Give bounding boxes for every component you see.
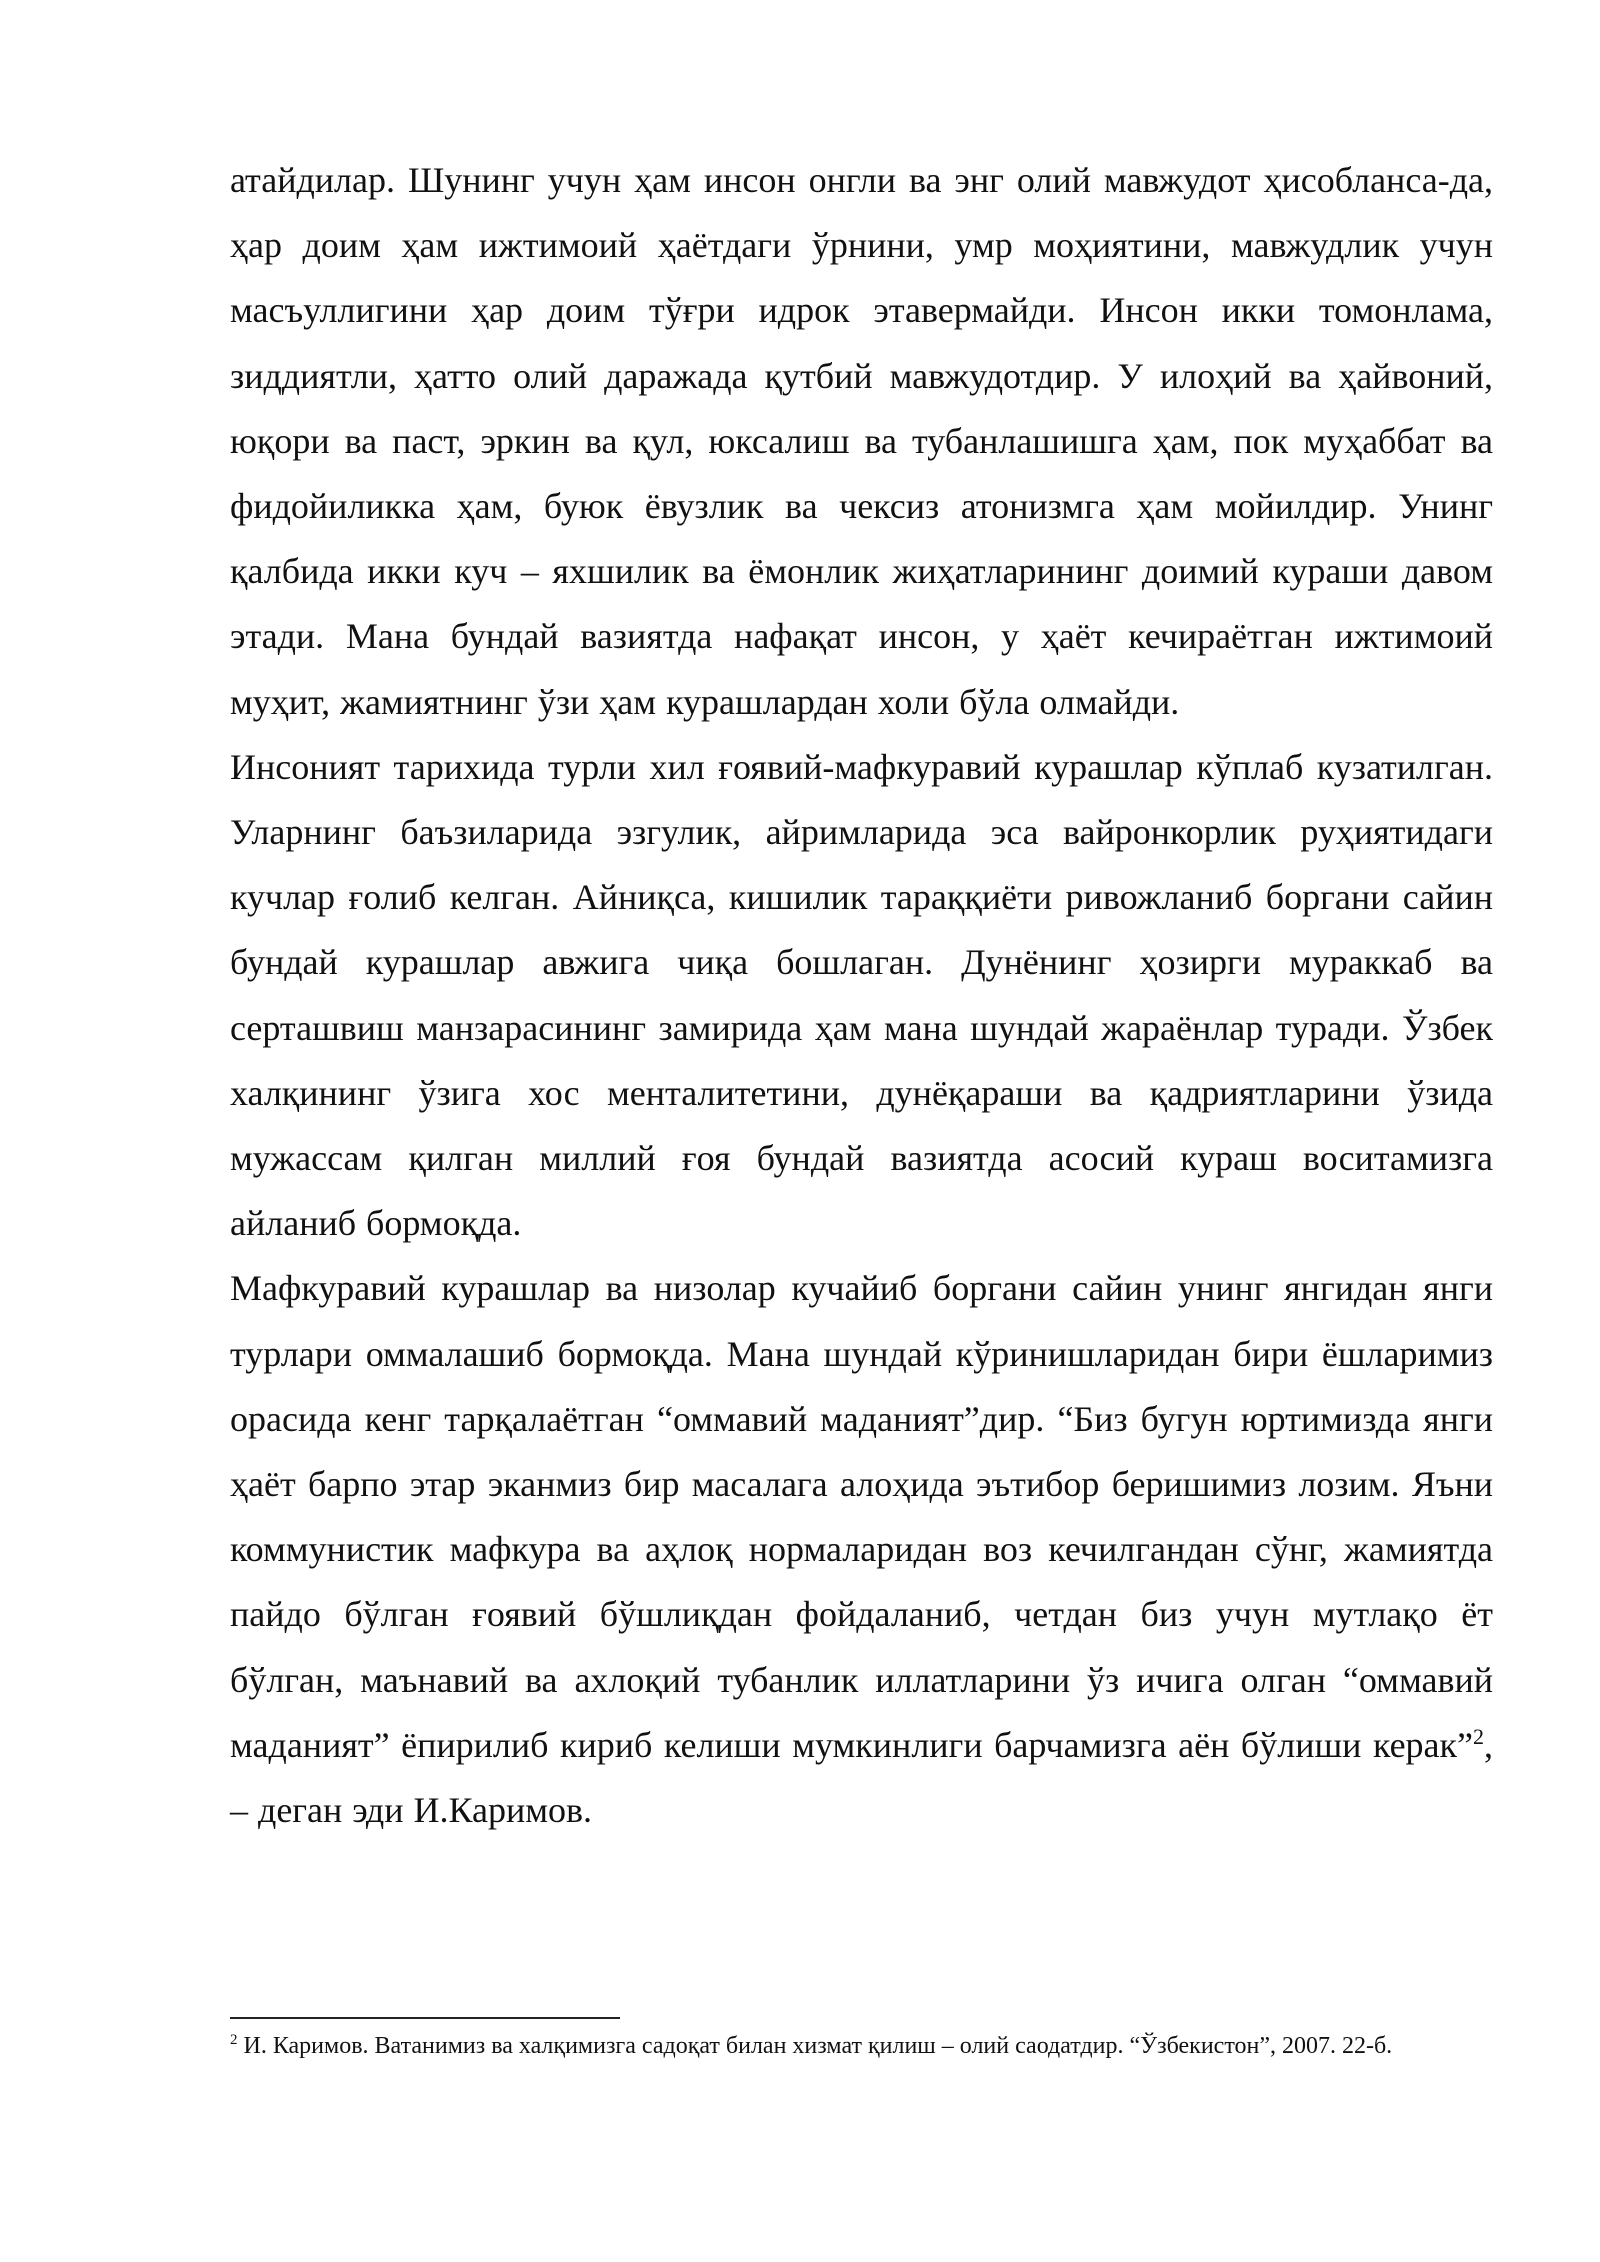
footnote-reference[interactable]: 2: [1473, 1723, 1484, 1749]
paragraph-3-tail: , – деган эди И.Каримов.: [230, 1724, 1493, 1831]
footnote-marker: 2: [230, 2032, 238, 2048]
footnote-separator: [230, 2017, 620, 2019]
footnote: [230, 2028, 1495, 2064]
paragraph-2: Инсоният тарихида турли хил ғоявий-мафкуравий курашлар кўплаб кузатилган. Уларнинг баъзиларида эзгулик, айримларида эса вайронкорлик руҳиятидаги кучлар ғолиб келган. Айниқса, кишилик тараққиёти ривожланиб боргани сайин бундай курашлар авжига чиқа бошлаган. Дунёнинг ҳозирги мураккаб ва серташвиш манзарасининг замирида ҳам мана шундай жараёнлар туради. Ўзбек халқининг ўзига хос менталитетини, дунёқараши ва қадриятларини ўзида мужассам қилган миллий ғоя бундай вазиятда асосий кураш воситамизга айланиб бормоқда.: [230, 746, 1493, 1244]
paragraph-1: атайдилар. Шунинг учун ҳам инсон онгли ва энг олий мавжудот ҳисобланса-да, ҳар доим ҳам ижтимоий ҳаётдаги ўрнини, умр моҳиятини, мавжудлик учун масъуллигини ҳар доим тўғри идрок этавермайди. Инсон икки томонлама, зиддиятли, ҳатто олий даражада қутбий мавжудотдир. У илоҳий ва ҳайвоний, юқори ва паст, эркин ва қул, юксалиш ва тубанлашишга ҳам, пок муҳаббат ва фидойиликка ҳам, буюк ёвузлик ва чексиз атонизмга ҳам мойилдир. Унинг қалбида икки куч – яхшилик ва ёмонлик жиҳатларининг доимий кураши давом этади. Мана бундай вазиятда нафақат инсон, у ҳаёт кечираётган ижтимоий муҳит, жамиятнинг ўзи ҳам курашлардан холи бўла олмайди.: [230, 160, 1493, 722]
paragraph-3: [230, 1256, 1493, 1843]
paragraph-3-text: Мафкуравий курашлар ва низолар кучайиб боргани сайин унинг янгидан янги турлари оммалашиб бормоқда. Мана шундай кўринишларидан бири ёшларимиз орасида кенг тарқалаётган “оммавий маданият”дир. “Биз бугун юртимизда янги ҳаёт барпо этар эканмиз бир масалага алоҳида эътибор беришимиз лозим. Яъни коммунистик мафкура ва аҳлоқ нормаларидан воз кечилгандан сўнг, жамиятда пайдо бўлган ғоявий бўшлиқдан фойдаланиб, четдан биз учун мутлақо ёт бўлган, маънавий ва ахлоқий тубанлик иллатларини ўз ичига олган “оммавий маданият” ёпирилиб кириб келиши мумкинлиги барчамизга аён бўлиши керак”: [230, 1268, 1493, 1765]
body-text: [230, 148, 1493, 1843]
footnote-text: И. Каримов. Ватанимиз ва халқимизга садоқат билан хизмат қилиш – олий саодатдир. “Ўзбекистон”, 2007. 22-б.: [237, 2033, 1393, 2059]
